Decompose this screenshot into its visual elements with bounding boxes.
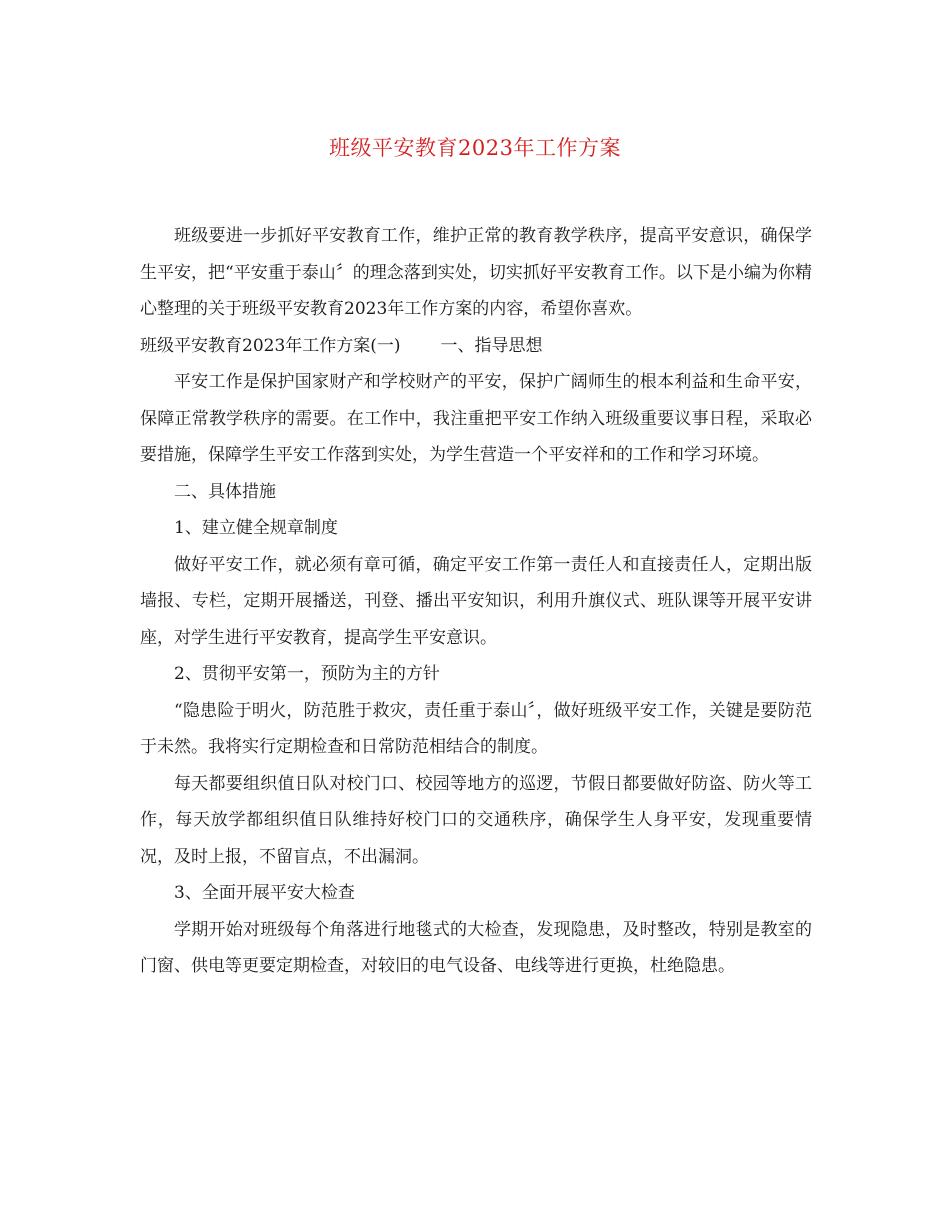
item1-paragraph: 做好平安工作，就必须有章可循，确定平安工作第一责任人和直接责任人，定期出版墙报、专栏，定期开展播送，刊登、播出平安知识，利用升旗仪式、班队课等开展平安讲座，对学生进行平安教育，提高学生平安意识。	[140, 554, 812, 648]
item2-paragraph-1: “隐患险于明火，防范胜于救灾，责任重于泰山〞，做好班级平安工作，关键是要防范于未然。我将实行定期检查和日常防范相结合的制度。	[140, 700, 812, 757]
item3-paragraph: 学期开始对班级每个角落进行地毯式的大检查，发现隐患，及时整改，特别是教室的门窗、供电等更要定期检查，对较旧的电气设备、电线等进行更换，杜绝隐患。	[140, 919, 812, 976]
document-body	[140, 218, 812, 985]
plan-heading: 班级平安教育2023年工作方案(一)	[140, 335, 401, 356]
section2-heading: 二、具体措施	[174, 481, 276, 502]
section1-paragraph: 平安工作是保护国家财产和学校财产的平安，保护广阔师生的根本利益和生命平安，保障正常教学秩序的需要。在工作中，我注重把平安工作纳入班级重要议事日程，采取必要措施，保障学生平安工作落到实处，为学生营造一个平安祥和的工作和学习环境。	[140, 372, 812, 465]
item2-heading: 2、贯彻平安第一，预防为主的方针	[174, 664, 440, 684]
item1-heading: 1、建立健全规章制度	[174, 518, 338, 538]
document-title: 班级平安教育2023年工作方案	[329, 136, 621, 160]
item2-paragraph-2: 每天都要组织值日队对校门口、校园等地方的巡逻，节假日都要做好防盗、防火等工作，每天放学都组织值日队维持好校门口的交通秩序，确保学生人身平安，发现重要情况，及时上报，不留盲点，不出漏洞。	[140, 773, 812, 867]
item3-heading: 3、全面开展平安大检查	[174, 883, 355, 903]
intro-paragraph: 班级要进一步抓好平安教育工作，维护正常的教育教学秩序，提高平安意识，确保学生平安，把“平安重于泰山〞的理念落到实处，切实抓好平安教育工作。以下是小编为你精心整理的关于班级平安教育2023年工作方案的内容，希望你喜欢。	[140, 226, 812, 319]
plan-heading-line	[140, 328, 812, 365]
section1-heading: 一、指导思想	[440, 335, 543, 356]
